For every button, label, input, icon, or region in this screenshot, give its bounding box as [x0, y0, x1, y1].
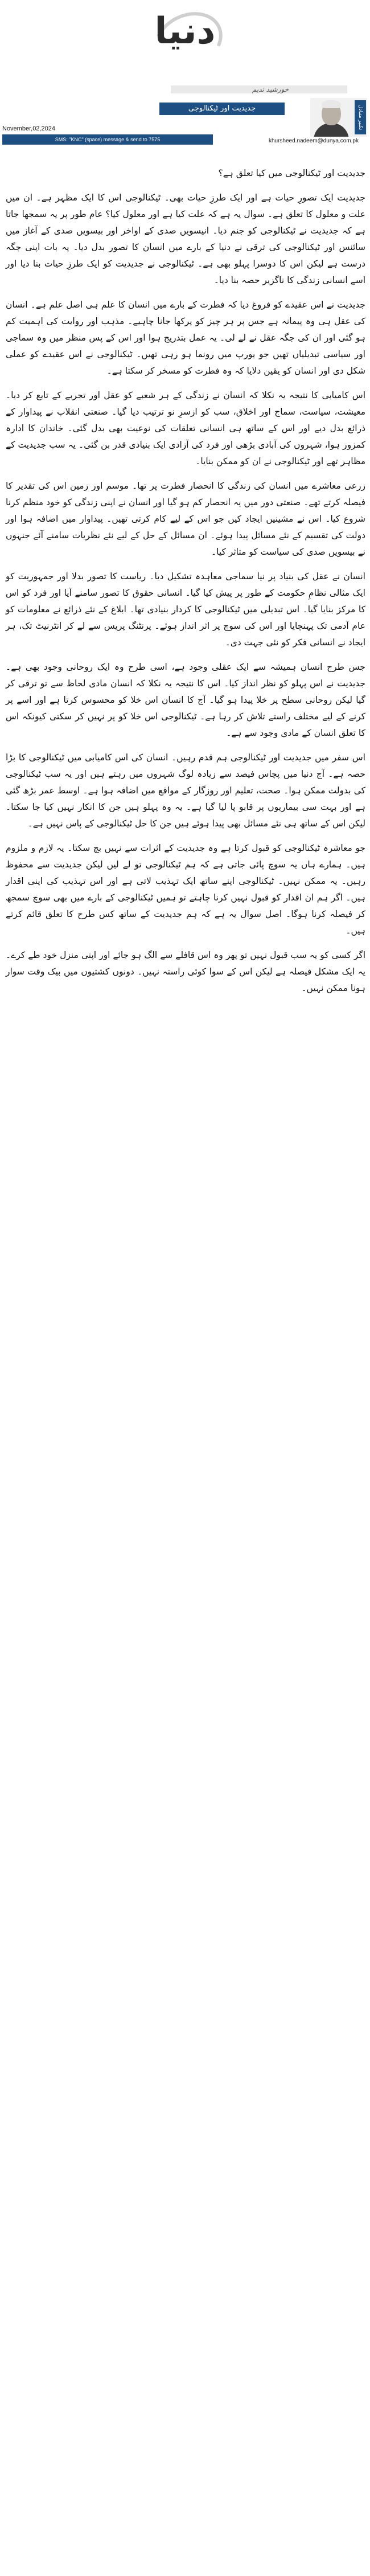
author-byline: خورشید ندیم [252, 85, 289, 93]
author-photo [310, 98, 367, 137]
article-paragraph: جس طرح انسان ہمیشہ سے ایک عقلی وجود ہے، اسی طرح وہ ایک روحانی وجود بھی ہے۔ جدیدیت نے اس پہلو کو نظر انداز کیا۔ اس کا نتیجہ یہ نکلا کہ انسان مادی لحاظ سے تو ترقی کر گیا لیکن روحانی سطح پر خلا پیدا ہو گیا۔ آج کا انسان اس خلا کو محسوس کرتا ہے اور اسے پر کرنے کے لیے مختلف راستے تلاش کر رہا ہے۔ ٹیکنالوجی اس خلا کو پر نہیں کر سکتی کیونکہ اس کا تعلق انسان کے مادی وجود سے ہے۔ [6, 662, 365, 738]
masthead [0, 0, 370, 85]
author-email[interactable]: khursheed.nadeem@dunya.com.pk [268, 138, 359, 144]
article-paragraph: اگر کسی کو یہ سب قبول نہیں تو پھر وہ اس قافلے سے الگ ہو جائے اور اپنی منزل خود طے کرے۔ یہ ایک مشکل فیصلہ ہے لیکن اس کے سوا کوئی راستہ نہیں۔ دونوں کشتیوں میں بیک وقت سوار ہونا ممکن نہیں۔ [6, 950, 365, 993]
byline-row [0, 85, 370, 96]
column-title: جدیدیت اور ٹیکنالوجی [159, 103, 285, 115]
article-paragraph: جدیدیت ایک تصورِ حیات ہے اور ایک طرزِ حیات بھی۔ ٹیکنالوجی اس کا ایک مظہر ہے۔ ان میں علت و معلول کا تعلق ہے۔ سوال یہ ہے کہ علت کیا ہے اور معلول کیا؟ عام طور پر یہ سمجھا جاتا ہے کہ جدیدیت نے ٹیکنالوجی کو جنم دیا۔ انیسویں صدی کے اواخر اور بیسویں صدی کے آغاز میں سائنس اور ٹیکنالوجی کی ترقی نے دنیا کے بارے میں انسان کا تصور بدل دیا۔ یہ بات اپنی جگہ درست ہے لیکن اس کا دوسرا پہلو بھی ہے۔ ٹیکنالوجی نے جدیدیت کو ایک طرزِ حیات بنا دیا اور اسے انسانی زندگی کا ناگزیر حصہ بنا دیا۔ [6, 193, 365, 285]
article-body [6, 165, 365, 1005]
article-paragraph: انسان نے عقل کی بنیاد پر نیا سماجی معاہدہ تشکیل دیا۔ ریاست کا تصور بدلا اور جمہوریت کو ایک مثالی نظامِ حکومت کے طور پر پیش کیا گیا۔ انسانی حقوق کا تصور سامنے آیا اور فرد کو اس کا مرکز بنایا گیا۔ اس تبدیلی میں ٹیکنالوجی کا کردار بنیادی تھا۔ ابلاغ کے نئے ذرائع نے معلومات کو عام آدمی تک پہنچایا اور اس کی سوچ پر اثر انداز ہوئے۔ پرنٹنگ پریس سے لے کر انٹرنیٹ تک، ہر ایجاد نے انسانی فکر کو نئی جہت دی۔ [6, 571, 365, 648]
publish-date: November,02,2024 [2, 125, 55, 132]
column-header [0, 98, 370, 159]
photo-hair-shape [322, 100, 341, 108]
newspaper-logo[interactable] [139, 5, 231, 73]
column-label: تکبیر متبادل [355, 100, 366, 134]
article-paragraph: جدیدیت اور ٹیکنالوجی میں کیا تعلق ہے؟ [218, 168, 365, 178]
article-paragraph: اس سفر میں جدیدیت اور ٹیکنالوجی ہم قدم رہیں۔ انسان کی اس کامیابی میں ٹیکنالوجی کا بڑا حصہ ہے۔ آج دنیا میں پچاس فیصد سے زیادہ لوگ شہروں میں رہتے ہیں اور یہ سب ٹیکنالوجی کی بدولت ممکن ہوا۔ صحت، تعلیم اور روزگار کے مواقع میں اضافہ ہوا ہے۔ اوسط عمر بڑھ گئی ہے اور بہت سی بیماریوں پر قابو پا لیا گیا ہے۔ یہ وہ پہلو ہیں جن کا انکار نہیں کیا جا سکتا۔ لیکن اس کے ساتھ ہی نئے مسائل بھی پیدا ہوئے ہیں جن کا حل ٹیکنالوجی کے پاس نہیں ہے۔ [6, 752, 365, 829]
logo-text: دنیا [154, 10, 216, 52]
sms-note: SMS: "KNC" (space) message & send to 7575 [2, 134, 213, 145]
article-paragraph: زرعی معاشرے میں انسان کی زندگی کا انحصار فطرت پر تھا۔ موسم اور زمین اس کی تقدیر کا فیصلہ کرتے تھے۔ صنعتی دور میں یہ انحصار کم ہو گیا اور انسان نے اپنی زندگی کو خود منظم کرنا شروع کیا۔ اس نے مشینیں ایجاد کیں جو اس کے لیے کام کرتی تھیں۔ پیداوار میں اضافہ ہوا اور دولت کی تقسیم کے نئے مسائل پیدا ہوئے۔ ان مسائل کے حل کے لیے نئے نظریات سامنے آئے جنہوں نے بیسویں صدی کی سیاست کو متاثر کیا۔ [6, 481, 365, 557]
article-paragraph: جو معاشرہ ٹیکنالوجی کو قبول کرتا ہے وہ جدیدیت کے اثرات سے نہیں بچ سکتا۔ یہ لازم و ملزوم ہیں۔ ہمارے ہاں یہ سوچ پائی جاتی ہے کہ ہم ٹیکنالوجی تو لے لیں لیکن جدیدیت سے محفوظ رہیں۔ یہ ممکن نہیں۔ ٹیکنالوجی اپنے ساتھ ایک تہذیب لاتی ہے اور اس تہذیب کی اپنی اقدار ہیں۔ اگر ہم ان اقدار کو قبول نہیں کرنا چاہتے تو ہمیں ٹیکنالوجی کے بارے میں بھی سوچ سمجھ کر فیصلہ کرنا ہوگا۔ اصل سوال یہ ہے کہ ہم جدیدیت کے ساتھ کس طرح کا تعلق قائم کرتے ہیں۔ [6, 843, 365, 936]
article-paragraph: جدیدیت نے اس عقیدے کو فروغ دیا کہ فطرت کے بارے میں انسان کا علم ہی اصل علم ہے۔ انسان کی عقل ہی وہ پیمانہ ہے جس پر ہر چیز کو پرکھا جانا چاہیے۔ مذہب اور روایت کی اہمیت کم ہو گئی اور ان کی جگہ عقل نے لے لی۔ یہ عمل بتدریج ہوا اور اس کے پس منظر میں وہ سماجی اور سیاسی تبدیلیاں تھیں جو یورپ میں رونما ہو رہی تھیں۔ ٹیکنالوجی نے اس عقیدے کو عملی شکل دی اور انسان کو یقین دلایا کہ وہ فطرت کو مسخر کر سکتا ہے۔ [6, 300, 365, 376]
article-paragraph: اس کامیابی کا نتیجہ یہ نکلا کہ انسان نے زندگی کے ہر شعبے کو عقل اور تجربے کے تابع کر دیا۔ معیشت، سیاست، سماج اور اخلاق، سب کو ازسرِ نو ترتیب دیا گیا۔ صنعتی انقلاب نے پیداوار کے ذرائع بدل دیے اور اس کے ساتھ ہی انسانی تعلقات کی نوعیت بھی بدل گئی۔ خاندان کا ادارہ کمزور ہوا، شہروں کی آبادی بڑھی اور فرد کی آزادی ایک بنیادی قدر بن گئی۔ یہ سب جدیدیت کے مظاہر تھے اور ٹیکنالوجی نے ان کو ممکن بنایا۔ [6, 390, 365, 466]
